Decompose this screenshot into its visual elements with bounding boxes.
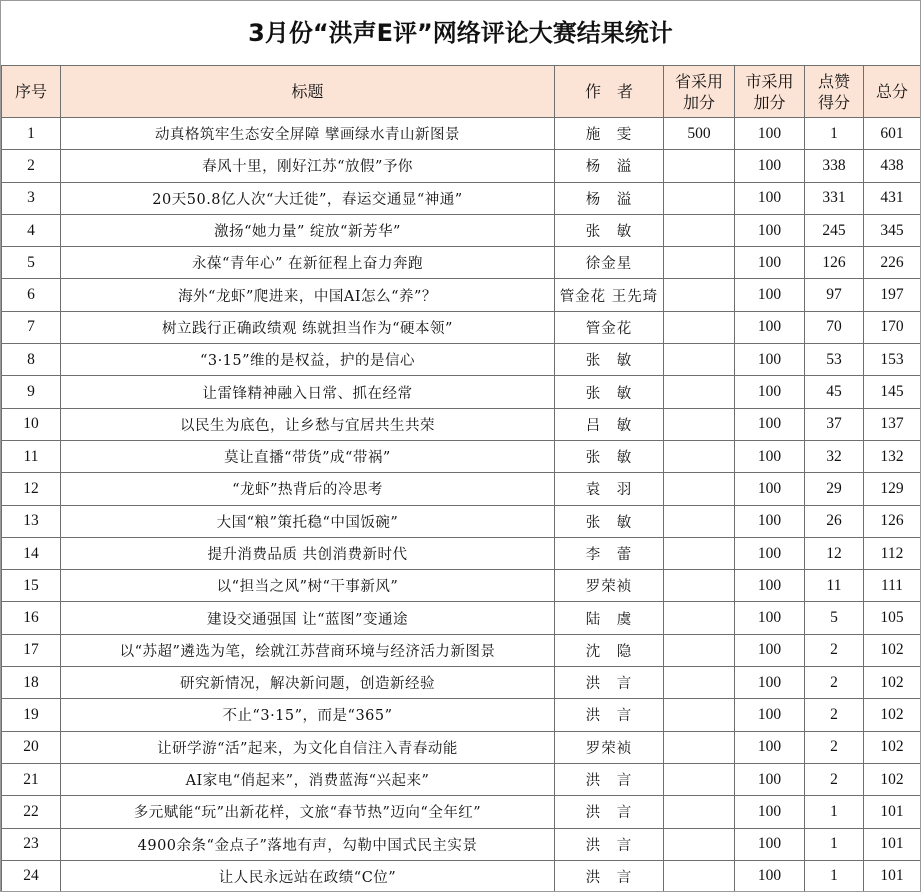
cell-total: 126: [864, 505, 921, 537]
cell-index: 20: [2, 731, 61, 763]
cell-province-score: [664, 214, 735, 246]
cell-title: 4900余条“金点子”落地有声，勾勒中国式民主实景: [61, 828, 555, 860]
cell-city-score: 100: [735, 699, 805, 731]
cell-city-score: 100: [735, 376, 805, 408]
cell-index: 1: [2, 118, 61, 150]
results-table: [1, 65, 921, 892]
cell-province-score: [664, 699, 735, 731]
cell-author: 沈 隐: [555, 634, 664, 666]
cell-city-score: 100: [735, 537, 805, 569]
cell-total: 132: [864, 440, 921, 472]
cell-title: 以“苏超”遴选为笔，绘就江苏营商环境与经济活力新图景: [61, 634, 555, 666]
header-likes-line1: 点赞: [817, 71, 850, 91]
table-row: [2, 440, 921, 472]
table-body: [2, 118, 921, 892]
cell-total: 129: [864, 473, 921, 505]
table-row: [2, 860, 921, 892]
cell-index: 16: [2, 602, 61, 634]
cell-title: 研究新情况，解决新问题，创造新经验: [61, 667, 555, 699]
cell-province-score: [664, 828, 735, 860]
cell-likes-score: 1: [805, 828, 864, 860]
cell-likes-score: 2: [805, 667, 864, 699]
sheet-title: 3月份“洪声E评”网络评论大赛结果统计: [248, 19, 673, 47]
cell-index: 23: [2, 828, 61, 860]
cell-likes-score: 70: [805, 311, 864, 343]
cell-title: “3·15”维的是权益，护的是信心: [61, 344, 555, 376]
table-row: [2, 505, 921, 537]
cell-likes-score: 126: [805, 247, 864, 279]
cell-city-score: 100: [735, 408, 805, 440]
cell-city-score: 100: [735, 505, 805, 537]
table-row: [2, 763, 921, 795]
cell-title: 海外“龙虾”爬进来，中国AI怎么“养”？: [61, 279, 555, 311]
table-row: [2, 796, 921, 828]
cell-author: 洪 言: [555, 860, 664, 892]
cell-index: 8: [2, 344, 61, 376]
cell-index: 7: [2, 311, 61, 343]
cell-title: 树立践行正确政绩观 练就担当作为“硬本领”: [61, 311, 555, 343]
cell-title: 以“担当之风”树“干事新风”: [61, 570, 555, 602]
cell-province-score: [664, 860, 735, 892]
header-index: 序号: [2, 66, 61, 118]
cell-total: 111: [864, 570, 921, 602]
header-city-line1: 市采用: [745, 71, 794, 91]
cell-total: 431: [864, 182, 921, 214]
cell-author: 张 敏: [555, 440, 664, 472]
header-total: 总分: [864, 66, 921, 118]
cell-city-score: 100: [735, 570, 805, 602]
cell-city-score: 100: [735, 440, 805, 472]
cell-author: 罗荣祯: [555, 731, 664, 763]
cell-likes-score: 331: [805, 182, 864, 214]
header-province-line1: 省采用: [674, 71, 723, 91]
header-city-score: [735, 66, 805, 118]
cell-index: 9: [2, 376, 61, 408]
cell-title: 提升消费品质 共创消费新时代: [61, 537, 555, 569]
cell-total: 226: [864, 247, 921, 279]
cell-title: 多元赋能“玩”出新花样，文旅“春节热”迈向“全年红”: [61, 796, 555, 828]
cell-total: 102: [864, 667, 921, 699]
cell-author: 洪 言: [555, 699, 664, 731]
cell-author: 罗荣祯: [555, 570, 664, 602]
cell-title: 让雷锋精神融入日常、抓在经常: [61, 376, 555, 408]
cell-index: 3: [2, 182, 61, 214]
cell-province-score: [664, 247, 735, 279]
header-row: [2, 66, 921, 118]
cell-index: 17: [2, 634, 61, 666]
cell-total: 101: [864, 828, 921, 860]
cell-province-score: [664, 537, 735, 569]
cell-author: 洪 言: [555, 796, 664, 828]
cell-likes-score: 32: [805, 440, 864, 472]
table-row: [2, 537, 921, 569]
cell-likes-score: 29: [805, 473, 864, 505]
cell-city-score: 100: [735, 279, 805, 311]
cell-likes-score: 11: [805, 570, 864, 602]
table-row: [2, 634, 921, 666]
cell-province-score: [664, 182, 735, 214]
cell-index: 13: [2, 505, 61, 537]
cell-author: 杨 溢: [555, 182, 664, 214]
cell-total: 170: [864, 311, 921, 343]
cell-likes-score: 12: [805, 537, 864, 569]
table-row: [2, 408, 921, 440]
table-row: [2, 118, 921, 150]
cell-title: 建设交通强国 让“蓝图”变通途: [61, 602, 555, 634]
table-row: [2, 182, 921, 214]
cell-province-score: [664, 763, 735, 795]
cell-total: 345: [864, 214, 921, 246]
cell-title: 大国“粮”策托稳“中国饭碗”: [61, 505, 555, 537]
table-row: [2, 828, 921, 860]
table-row: [2, 667, 921, 699]
cell-city-score: 100: [735, 247, 805, 279]
cell-likes-score: 2: [805, 699, 864, 731]
cell-likes-score: 5: [805, 602, 864, 634]
cell-author: 洪 言: [555, 667, 664, 699]
table-row: [2, 344, 921, 376]
cell-province-score: [664, 634, 735, 666]
cell-city-score: 100: [735, 667, 805, 699]
table-row: [2, 150, 921, 182]
cell-city-score: 100: [735, 731, 805, 763]
cell-total: 112: [864, 537, 921, 569]
cell-author: 吕 敏: [555, 408, 664, 440]
cell-total: 102: [864, 731, 921, 763]
table-row: [2, 376, 921, 408]
cell-province-score: [664, 311, 735, 343]
cell-index: 24: [2, 860, 61, 892]
cell-index: 21: [2, 763, 61, 795]
cell-total: 153: [864, 344, 921, 376]
cell-province-score: [664, 731, 735, 763]
cell-index: 14: [2, 537, 61, 569]
cell-total: 197: [864, 279, 921, 311]
table-row: [2, 699, 921, 731]
cell-city-score: 100: [735, 763, 805, 795]
cell-index: 5: [2, 247, 61, 279]
cell-likes-score: 1: [805, 118, 864, 150]
cell-city-score: 100: [735, 602, 805, 634]
cell-province-score: [664, 602, 735, 634]
cell-index: 19: [2, 699, 61, 731]
cell-total: 438: [864, 150, 921, 182]
cell-likes-score: 1: [805, 796, 864, 828]
cell-likes-score: 53: [805, 344, 864, 376]
cell-total: 101: [864, 860, 921, 892]
table-row: [2, 473, 921, 505]
cell-province-score: [664, 473, 735, 505]
cell-author: 李 蕾: [555, 537, 664, 569]
cell-likes-score: 2: [805, 731, 864, 763]
header-province-score: [664, 66, 735, 118]
header-province-line2: 加分: [682, 92, 715, 112]
cell-author: 张 敏: [555, 376, 664, 408]
cell-province-score: [664, 505, 735, 537]
cell-province-score: [664, 150, 735, 182]
cell-index: 2: [2, 150, 61, 182]
cell-likes-score: 1: [805, 860, 864, 892]
cell-title: 春风十里，刚好江苏“放假”予你: [61, 150, 555, 182]
cell-province-score: [664, 796, 735, 828]
cell-likes-score: 338: [805, 150, 864, 182]
cell-province-score: [664, 279, 735, 311]
cell-index: 18: [2, 667, 61, 699]
cell-city-score: 100: [735, 311, 805, 343]
cell-province-score: 500: [664, 118, 735, 150]
cell-index: 11: [2, 440, 61, 472]
cell-title: 20天50.8亿人次“大迁徙”，春运交通显“神通”: [61, 182, 555, 214]
cell-province-score: [664, 408, 735, 440]
cell-title: 不止“3·15”，而是“365”: [61, 699, 555, 731]
cell-likes-score: 37: [805, 408, 864, 440]
cell-total: 145: [864, 376, 921, 408]
cell-likes-score: 26: [805, 505, 864, 537]
table-row: [2, 731, 921, 763]
cell-total: 101: [864, 796, 921, 828]
cell-title: “龙虾”热背后的冷思考: [61, 473, 555, 505]
cell-city-score: 100: [735, 828, 805, 860]
table-row: [2, 279, 921, 311]
table-row: [2, 602, 921, 634]
cell-title: 让人民永远站在政绩“C位”: [61, 860, 555, 892]
cell-index: 4: [2, 214, 61, 246]
cell-likes-score: 45: [805, 376, 864, 408]
table-row: [2, 570, 921, 602]
cell-index: 15: [2, 570, 61, 602]
cell-title: 让研学游“活”起来，为文化自信注入青春动能: [61, 731, 555, 763]
cell-author: 陆 虞: [555, 602, 664, 634]
cell-index: 22: [2, 796, 61, 828]
cell-total: 102: [864, 763, 921, 795]
cell-author: 洪 言: [555, 828, 664, 860]
cell-index: 12: [2, 473, 61, 505]
cell-likes-score: 97: [805, 279, 864, 311]
cell-city-score: 100: [735, 150, 805, 182]
cell-author: 杨 溢: [555, 150, 664, 182]
cell-total: 102: [864, 634, 921, 666]
cell-likes-score: 245: [805, 214, 864, 246]
cell-title: 莫让直播“带货”成“带祸”: [61, 440, 555, 472]
cell-total: 137: [864, 408, 921, 440]
table-row: [2, 311, 921, 343]
table-row: [2, 214, 921, 246]
table-row: [2, 247, 921, 279]
cell-author: 洪 言: [555, 763, 664, 795]
cell-title: 永葆“青年心” 在新征程上奋力奔跑: [61, 247, 555, 279]
cell-city-score: 100: [735, 182, 805, 214]
cell-total: 601: [864, 118, 921, 150]
cell-city-score: 100: [735, 796, 805, 828]
cell-index: 10: [2, 408, 61, 440]
header-likes-line2: 得分: [817, 92, 850, 112]
cell-city-score: 100: [735, 344, 805, 376]
cell-province-score: [664, 570, 735, 602]
cell-city-score: 100: [735, 860, 805, 892]
cell-province-score: [664, 667, 735, 699]
header-title: 标题: [61, 66, 555, 118]
cell-likes-score: 2: [805, 763, 864, 795]
cell-city-score: 100: [735, 214, 805, 246]
cell-city-score: 100: [735, 118, 805, 150]
cell-province-score: [664, 376, 735, 408]
cell-title: AI家电“俏起来”，消费蓝海“兴起来”: [61, 763, 555, 795]
cell-likes-score: 2: [805, 634, 864, 666]
header-author: 作 者: [555, 66, 664, 118]
header-city-line2: 加分: [753, 92, 786, 112]
cell-author: 管金花 王先琦: [555, 279, 664, 311]
cell-total: 105: [864, 602, 921, 634]
cell-title: 以民生为底色，让乡愁与宜居共生共荣: [61, 408, 555, 440]
cell-author: 施 雯: [555, 118, 664, 150]
cell-city-score: 100: [735, 634, 805, 666]
cell-author: 张 敏: [555, 214, 664, 246]
header-likes-score: [805, 66, 864, 118]
cell-province-score: [664, 440, 735, 472]
cell-city-score: 100: [735, 473, 805, 505]
cell-author: 徐金星: [555, 247, 664, 279]
cell-index: 6: [2, 279, 61, 311]
cell-title: 激扬“她力量” 绽放“新芳华”: [61, 214, 555, 246]
cell-province-score: [664, 344, 735, 376]
cell-author: 张 敏: [555, 344, 664, 376]
cell-total: 102: [864, 699, 921, 731]
cell-author: 袁 羽: [555, 473, 664, 505]
cell-author: 管金花: [555, 311, 664, 343]
cell-author: 张 敏: [555, 505, 664, 537]
cell-title: 动真格筑牢生态安全屏障 擘画绿水青山新图景: [61, 118, 555, 150]
